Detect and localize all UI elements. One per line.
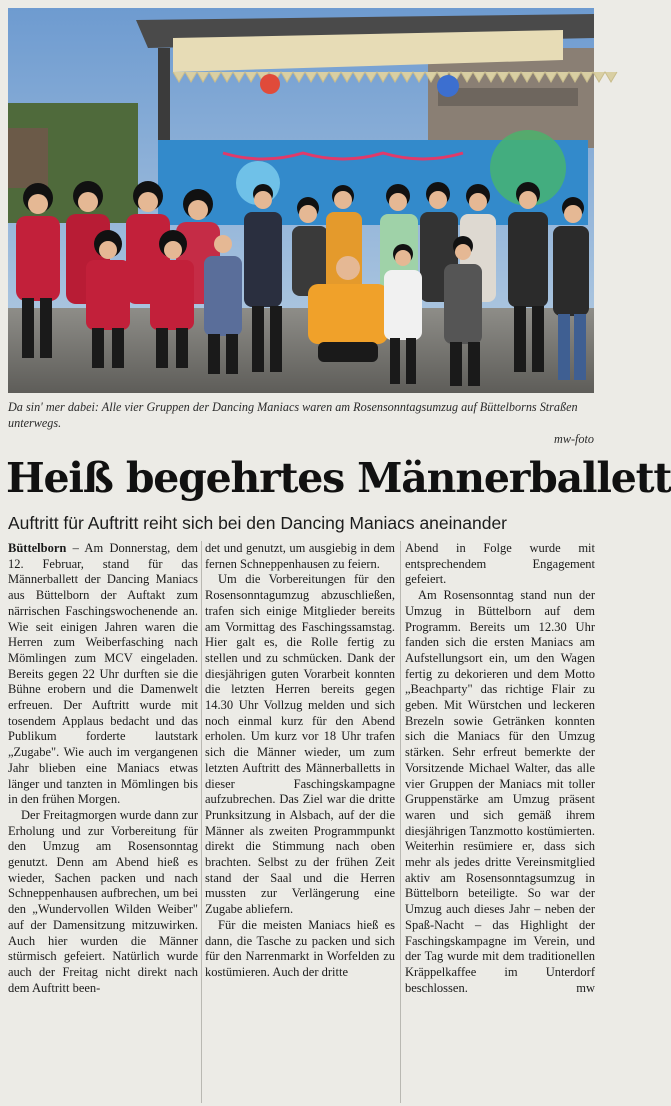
column-divider [400,541,401,1103]
photo-caption [8,399,594,447]
paragraph [8,541,198,808]
group-photo-image [8,8,594,393]
subheadline: Auftritt für Auftritt reiht sich bei den Dancing Maniacs aneinander [8,513,508,533]
group-photo [8,8,594,393]
paragraph: Für die meisten Maniacs hieß es dann, die Tasche zu packen und sich für den Narrenmarkt in Worfelden zu kostümieren. Auch der dritte [205,917,395,979]
paragraph-text: – Am Donnerstag, dem 12. Februar, stand für das Männerballett der Dancing Maniacs aus Büttelborn der Auftakt zum närrischen Faschingswochenende an. Wie seit einigen Jahren waren die Herren zum Weiberfasching nach Mömlingen zum MCV eingeladen. Bereits gegen 22 Uhr durften sie die Bühne erobern und die Damenwelt erfreuen. Der Auftritt wurde mit tosendem Applaus bedacht und das Publikum forderte lautstark „Zugabe". Wie auch im vergangenen Jahr blieben eine Maniacs etwas länger und tanzten in Mömlingen bis in den frühen Morgen. [8,541,198,807]
paragraph-text: Am Rosensonntag stand nun der Umzug in Büttelborn auf dem Programm. Bereits um 12.30 Uhr fanden sich die ersten Maniacs am Aufstellungsort ein, um den Wagen fertig zu dekorieren und dem Motto „Beachparty" das richtige Flair zu geben. Mit Würstchen und leckeren Brezeln sowie Getränken konnten sich die Maniacs für den Umzug stärken. Sehr erfreut bemerkte der Vorsitzende Michael Walter, das alle vier Gruppen der Maniacs mit toller Gruppenstärke am Umzug präsent waren und sich gemäß ihrem diesjährigen Tanzmotto kostümierten. Weiterhin resümiere er, dass sich mehr als jedes dritte Vereinsmitglied aktiv am Rosensonntagsumzug in Büttelborn beteiligte. So war der Umzug auch dieses Jahr – neben der Spaß-Nacht – das Highlight der Faschingskampagne im Verein, und der Tag wurde mit dem traditionellen Kräppelkaffee im Unterdorf beschlossen. [405,588,595,995]
paragraph: det und genutzt, um ausgiebig in dem fernen Schneppenhausen zu feiern. [205,541,395,571]
photo-credit: mw-foto [554,432,594,446]
headline: Heiß begehrtes Männerballett [6,454,671,502]
article-column-1 [8,541,198,996]
column-divider [201,541,202,1103]
article-column-3 [405,541,595,996]
caption-text: Da sin' mer dabei: Alle vier Gruppen der Dancing Maniacs waren am Rosensonntagsumzug auf Büttelborns Straßen unterwegs. [8,400,578,430]
paragraph: Der Freitagmorgen wurde dann zur Erholung und zur Vorbereitung für den Umzug am Rosensonntag genutzt. Denn am Abend hieß es wieder, Sachen packen und nach Schneppenhausen aufbrechen, um bei den „Wundervollen Wilden Weiber" auf der Damensitzung mitzuwirken. Auch hier wurden die Männer stürmisch gefeiert. Natürlich wurde auch der Freitag nicht direkt nach dem Auftritt been- [8,807,198,995]
paragraph: Abend in Folge wurde mit entsprechendem Engagement gefeiert. [405,541,595,587]
author-signature: mw [576,980,595,995]
dateline: Büttelborn [8,541,67,555]
paragraph: Um die Vorbereitungen für den Rosensonntagumzug abzuschließen, trafen sich einige Mitglieder bereits am Vormittag des Faschingssamstag. Hier galt es, die Rolle fertig zu stellen und zu schmücken. Dank der diesjährigen guten Vorarbeit konnten die letzten Herren bereits gegen 14.30 Uhr Vollzug melden und sich noch einmal kurz für den Abend erholen. Um kurz vor 18 Uhr trafen sich die Männer wieder, um zum letzten Auftritt des Männerballetts in dieser Faschingskampagne aufzubrechen. Das Ziel war die dritte Prunksitzung in Alsbach, auf der die Männer als zweiten Programmpunkt direkt die Stimmung nach oben brachten. Selbst zu der frühen Zeit stand der Saal und die Herren mussten zur Verlängerung eine Zugabe abliefern. [205,572,395,917]
paragraph [405,588,595,996]
article-body [8,541,594,1103]
article-column-2 [205,541,395,981]
